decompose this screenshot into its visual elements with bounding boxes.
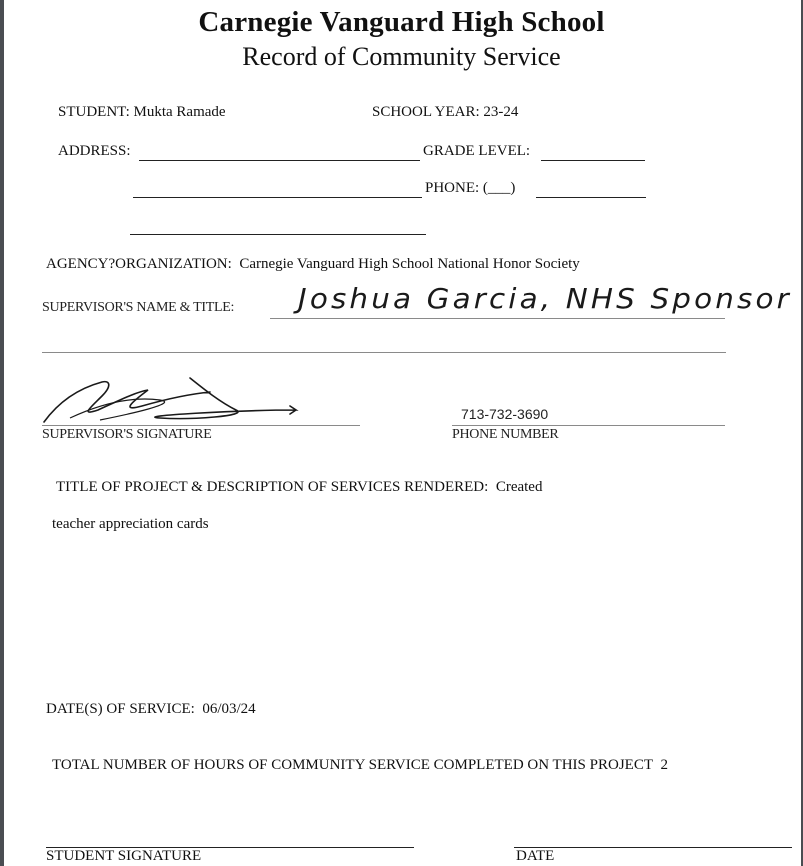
agency-label: AGENCY?ORGANIZATION: xyxy=(46,256,232,272)
project-field xyxy=(56,479,542,496)
project-description-start: Created xyxy=(495,479,543,495)
school-name: Carnegie Vanguard High School xyxy=(198,6,605,38)
phone-line xyxy=(536,197,646,198)
supervisor-signature-label: SUPERVISOR'S SIGNATURE xyxy=(42,427,212,442)
project-description-rest: teacher appreciation cards xyxy=(52,516,209,532)
service-dates-label: DATE(S) OF SERVICE: xyxy=(46,701,195,717)
phone-label: PHONE: (___) xyxy=(425,180,516,196)
viewer-left-edge xyxy=(0,0,4,866)
school-year-label: SCHOOL YEAR: xyxy=(372,104,480,120)
supervisor-name-line-2 xyxy=(42,352,726,353)
grade-level-line xyxy=(541,160,645,161)
school-year-field xyxy=(372,104,518,121)
address-line-1 xyxy=(139,160,420,161)
service-dates-field xyxy=(46,701,256,718)
service-dates-value: 06/03/24 xyxy=(202,701,256,717)
project-label: TITLE OF PROJECT & DESCRIPTION OF SERVICES RENDERED: xyxy=(56,479,489,495)
school-year-value: 23-24 xyxy=(483,104,519,120)
form-title: Record of Community Service xyxy=(242,42,561,71)
supervisor-signature-mark xyxy=(40,370,310,430)
agency-field xyxy=(46,256,580,273)
supervisor-name-line xyxy=(270,318,725,319)
student-signature-label: STUDENT SIGNATURE xyxy=(46,848,202,864)
supervisor-signature-line xyxy=(42,425,360,426)
supervisor-phone-number: 713-732-3690 xyxy=(461,406,549,422)
date-label: DATE xyxy=(516,848,555,864)
grade-level-label: GRADE LEVEL: xyxy=(423,143,531,159)
address-line-3 xyxy=(130,234,426,235)
student-name: Mukta Ramade xyxy=(133,104,226,120)
phone-number-label: PHONE NUMBER xyxy=(452,427,559,442)
address-label: ADDRESS: xyxy=(58,143,131,159)
supervisor-name-title-label: SUPERVISOR'S NAME & TITLE: xyxy=(42,300,235,315)
student-field xyxy=(58,104,226,121)
address-line-2 xyxy=(133,197,422,198)
agency-value: Carnegie Vanguard High School National Honor Society xyxy=(239,256,580,272)
service-hours-field xyxy=(52,757,668,774)
service-hours-label: TOTAL NUMBER OF HOURS OF COMMUNITY SERVICE COMPLETED ON THIS PROJECT xyxy=(52,757,653,773)
date-line xyxy=(514,847,792,848)
supervisor-name-handwritten: Joshua Garcia, NHS Sponsor xyxy=(298,282,792,315)
student-label: STUDENT: xyxy=(58,104,130,120)
supervisor-phone-line xyxy=(452,425,725,426)
service-hours-value: 2 xyxy=(660,757,668,773)
